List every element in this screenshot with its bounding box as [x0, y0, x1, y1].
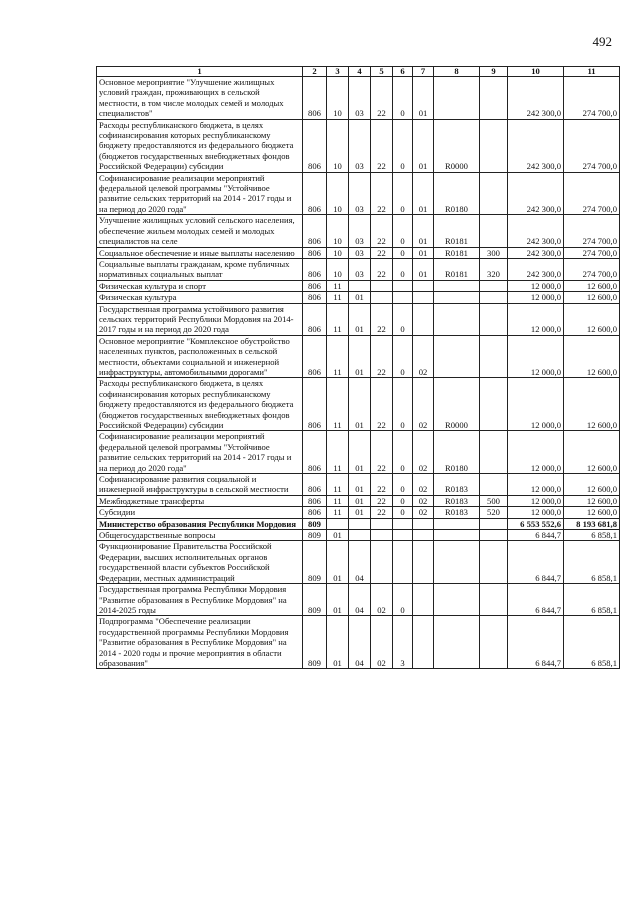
- row-cell-c8: [434, 541, 480, 584]
- column-header: 7: [413, 67, 434, 77]
- row-cell-c7: 01: [413, 172, 434, 215]
- row-cell-c3: 11: [327, 335, 349, 378]
- table-row: [97, 280, 620, 291]
- header-row: [97, 67, 620, 77]
- row-cell-c9: [480, 335, 508, 378]
- row-cell-c6: [393, 518, 413, 529]
- row-cell-c10: 12 000,0: [508, 507, 564, 518]
- row-cell-c7: 01: [413, 215, 434, 247]
- row-cell-c3: 10: [327, 77, 349, 120]
- row-cell-c5: [371, 541, 393, 584]
- row-cell-c11: 12 600,0: [564, 378, 620, 431]
- row-cell-c8: [434, 303, 480, 335]
- row-cell-c7: [413, 518, 434, 529]
- row-cell-c8: R0183: [434, 474, 480, 496]
- row-cell-c6: 0: [393, 335, 413, 378]
- row-cell-c3: 01: [327, 541, 349, 584]
- row-cell-c6: 0: [393, 303, 413, 335]
- row-cell-c6: 0: [393, 77, 413, 120]
- table-row: [97, 258, 620, 280]
- row-cell-c8: [434, 584, 480, 616]
- row-cell-c11: 8 193 681,8: [564, 518, 620, 529]
- table-row: [97, 584, 620, 616]
- row-cell-c8: R0000: [434, 378, 480, 431]
- table-row: [97, 431, 620, 474]
- row-cell-c4: 01: [349, 335, 371, 378]
- row-name-cell: Улучшение жилищных условий сельского населения, обеспечение жильем молодых семей и молодых специалистов на селе: [97, 215, 303, 247]
- budget-table: [96, 66, 620, 669]
- row-cell-c7: [413, 541, 434, 584]
- row-cell-c6: [393, 541, 413, 584]
- column-header: 8: [434, 67, 480, 77]
- row-cell-c10: 12 000,0: [508, 280, 564, 291]
- row-cell-c5: 22: [371, 431, 393, 474]
- row-cell-c5: [371, 530, 393, 541]
- row-cell-c2: 806: [303, 292, 327, 303]
- row-cell-c2: 806: [303, 474, 327, 496]
- row-cell-c8: R0183: [434, 507, 480, 518]
- row-cell-c4: [349, 280, 371, 291]
- row-cell-c6: 3: [393, 616, 413, 669]
- row-cell-c6: 0: [393, 495, 413, 506]
- row-cell-c3: 10: [327, 258, 349, 280]
- row-name-cell: Основное мероприятие "Комплексное обустройство населенных пунктов, расположенных в сельской местности, объектами социальной и инженерной инфраструктуры, автомобильными дорогами": [97, 335, 303, 378]
- table-row: [97, 247, 620, 258]
- row-cell-c8: [434, 77, 480, 120]
- table-row: [97, 77, 620, 120]
- row-cell-c4: 01: [349, 495, 371, 506]
- row-cell-c10: 12 000,0: [508, 335, 564, 378]
- row-cell-c3: [327, 518, 349, 529]
- column-header: 1: [97, 67, 303, 77]
- row-cell-c10: 12 000,0: [508, 495, 564, 506]
- row-cell-c9: [480, 616, 508, 669]
- row-cell-c8: [434, 530, 480, 541]
- row-cell-c10: 242 300,0: [508, 119, 564, 172]
- row-cell-c10: 6 553 552,6: [508, 518, 564, 529]
- row-cell-c9: [480, 303, 508, 335]
- row-cell-c5: 22: [371, 474, 393, 496]
- row-name-cell: Расходы республиканского бюджета, в целях софинансирования которых республиканскому бюджету предоставляются из федерального бюджета (бюджетов государственных внебюджетных фондов Российской Федерации) субсидии: [97, 119, 303, 172]
- row-cell-c3: 01: [327, 584, 349, 616]
- row-cell-c10: 6 844,7: [508, 530, 564, 541]
- row-cell-c8: [434, 335, 480, 378]
- table-row: [97, 507, 620, 518]
- row-cell-c5: [371, 518, 393, 529]
- row-cell-c5: 22: [371, 172, 393, 215]
- table-row: [97, 303, 620, 335]
- row-cell-c3: 11: [327, 507, 349, 518]
- row-cell-c10: 242 300,0: [508, 172, 564, 215]
- row-cell-c2: 806: [303, 215, 327, 247]
- row-cell-c7: 01: [413, 119, 434, 172]
- row-cell-c4: 04: [349, 584, 371, 616]
- row-cell-c11: 12 600,0: [564, 474, 620, 496]
- row-cell-c4: 03: [349, 247, 371, 258]
- row-cell-c8: [434, 616, 480, 669]
- row-cell-c2: 806: [303, 378, 327, 431]
- row-cell-c7: [413, 616, 434, 669]
- row-cell-c9: 300: [480, 247, 508, 258]
- row-cell-c2: 809: [303, 616, 327, 669]
- row-cell-c6: 0: [393, 119, 413, 172]
- column-header: 2: [303, 67, 327, 77]
- row-cell-c2: 806: [303, 247, 327, 258]
- table-row: [97, 172, 620, 215]
- row-name-cell: Физическая культура: [97, 292, 303, 303]
- row-cell-c3: 11: [327, 495, 349, 506]
- row-cell-c3: 11: [327, 431, 349, 474]
- column-header: 3: [327, 67, 349, 77]
- row-cell-c4: 04: [349, 616, 371, 669]
- row-cell-c10: 6 844,7: [508, 541, 564, 584]
- row-name-cell: Подпрограмма "Обеспечение реализации государственной программы Республики Мордовия "Развитие образования в Республике Мордовия" на 2014 - 2020 годы и прочие мероприятия в области образования": [97, 616, 303, 669]
- row-cell-c6: [393, 280, 413, 291]
- row-cell-c3: 11: [327, 292, 349, 303]
- table-row: [97, 616, 620, 669]
- row-cell-c5: [371, 280, 393, 291]
- row-cell-c6: 0: [393, 247, 413, 258]
- row-cell-c8: R0183: [434, 495, 480, 506]
- row-cell-c11: 12 600,0: [564, 280, 620, 291]
- row-cell-c6: 0: [393, 507, 413, 518]
- row-cell-c4: 03: [349, 258, 371, 280]
- row-cell-c7: 02: [413, 335, 434, 378]
- row-name-cell: Функционирование Правительства Российской Федерации, высших исполнительных органов государственной власти субъектов Российской Федерации, местных администраций: [97, 541, 303, 584]
- row-cell-c10: 6 844,7: [508, 616, 564, 669]
- row-cell-c9: [480, 584, 508, 616]
- table-row: [97, 119, 620, 172]
- row-cell-c9: [480, 77, 508, 120]
- column-header: 9: [480, 67, 508, 77]
- row-cell-c11: 6 858,1: [564, 616, 620, 669]
- page-number: 492: [592, 34, 612, 49]
- row-cell-c10: 12 000,0: [508, 378, 564, 431]
- row-cell-c2: 806: [303, 172, 327, 215]
- row-cell-c2: 806: [303, 77, 327, 120]
- row-cell-c9: 500: [480, 495, 508, 506]
- row-name-cell: Государственная программа Республики Мордовия "Развитие образования в Республике Мордовия" на 2014-2025 годы: [97, 584, 303, 616]
- table-row: [97, 474, 620, 496]
- row-cell-c2: 809: [303, 584, 327, 616]
- row-cell-c2: 806: [303, 303, 327, 335]
- row-cell-c7: 01: [413, 247, 434, 258]
- row-cell-c6: 0: [393, 215, 413, 247]
- row-cell-c9: [480, 119, 508, 172]
- row-cell-c4: 03: [349, 172, 371, 215]
- row-cell-c2: 809: [303, 541, 327, 584]
- row-cell-c10: 242 300,0: [508, 215, 564, 247]
- row-cell-c5: 22: [371, 119, 393, 172]
- row-name-cell: Расходы республиканского бюджета, в целях софинансирования которых республиканскому бюджету предоставляются из федерального бюджета (бюджетов государственных внебюджетных фондов Российской Федерации) субсидии: [97, 378, 303, 431]
- row-name-cell: Социальные выплаты гражданам, кроме публичных нормативных социальных выплат: [97, 258, 303, 280]
- row-cell-c5: 22: [371, 215, 393, 247]
- row-name-cell: Социальное обеспечение и иные выплаты населению: [97, 247, 303, 258]
- table-row: [97, 518, 620, 529]
- table-row: [97, 495, 620, 506]
- row-cell-c9: [480, 378, 508, 431]
- row-cell-c3: 10: [327, 119, 349, 172]
- row-cell-c7: 02: [413, 495, 434, 506]
- column-header: 5: [371, 67, 393, 77]
- row-cell-c9: [480, 292, 508, 303]
- row-cell-c9: [480, 474, 508, 496]
- row-cell-c5: 02: [371, 584, 393, 616]
- row-cell-c9: [480, 518, 508, 529]
- row-cell-c9: [480, 541, 508, 584]
- row-name-cell: Физическая культура и спорт: [97, 280, 303, 291]
- row-cell-c5: 22: [371, 247, 393, 258]
- row-cell-c5: 22: [371, 335, 393, 378]
- row-cell-c4: 01: [349, 431, 371, 474]
- row-cell-c5: 22: [371, 303, 393, 335]
- row-cell-c7: 01: [413, 258, 434, 280]
- row-cell-c7: [413, 292, 434, 303]
- row-cell-c7: 02: [413, 474, 434, 496]
- table-row: [97, 541, 620, 584]
- row-cell-c11: 12 600,0: [564, 507, 620, 518]
- row-name-cell: Министерство образования Республики Мордовия: [97, 518, 303, 529]
- row-cell-c2: 806: [303, 495, 327, 506]
- row-cell-c3: 11: [327, 303, 349, 335]
- row-cell-c8: R0000: [434, 119, 480, 172]
- row-cell-c4: 03: [349, 77, 371, 120]
- row-cell-c2: 806: [303, 507, 327, 518]
- row-cell-c11: 12 600,0: [564, 495, 620, 506]
- row-name-cell: Софинансирование развития социальной и инженерной инфраструктуры в сельской местности: [97, 474, 303, 496]
- row-cell-c6: 0: [393, 584, 413, 616]
- row-cell-c5: 02: [371, 616, 393, 669]
- row-cell-c8: R0181: [434, 247, 480, 258]
- row-cell-c6: 0: [393, 258, 413, 280]
- column-header: 6: [393, 67, 413, 77]
- row-cell-c9: 320: [480, 258, 508, 280]
- row-cell-c9: [480, 431, 508, 474]
- row-cell-c8: R0181: [434, 215, 480, 247]
- row-name-cell: Межбюджетные трансферты: [97, 495, 303, 506]
- row-cell-c10: 12 000,0: [508, 431, 564, 474]
- row-cell-c5: 22: [371, 258, 393, 280]
- row-cell-c9: [480, 280, 508, 291]
- row-cell-c4: 01: [349, 292, 371, 303]
- row-cell-c3: 10: [327, 172, 349, 215]
- row-cell-c10: 242 300,0: [508, 77, 564, 120]
- row-cell-c11: 12 600,0: [564, 303, 620, 335]
- row-name-cell: Софинансирование реализации мероприятий федеральной целевой программы "Устойчивое развитие сельских территорий на 2014 - 2017 годы и на период до 2020 года": [97, 172, 303, 215]
- row-cell-c3: 10: [327, 215, 349, 247]
- row-cell-c2: 806: [303, 119, 327, 172]
- row-cell-c4: 03: [349, 119, 371, 172]
- row-cell-c4: 01: [349, 474, 371, 496]
- row-cell-c8: R0181: [434, 258, 480, 280]
- row-cell-c6: [393, 292, 413, 303]
- row-cell-c4: 01: [349, 303, 371, 335]
- row-cell-c7: [413, 303, 434, 335]
- row-cell-c4: [349, 518, 371, 529]
- row-cell-c11: 274 700,0: [564, 119, 620, 172]
- row-cell-c7: [413, 280, 434, 291]
- row-name-cell: Софинансирование реализации мероприятий федеральной целевой программы "Устойчивое развитие сельских территорий на 2014 - 2017 годы и на период до 2020 года": [97, 431, 303, 474]
- row-cell-c3: 01: [327, 530, 349, 541]
- row-cell-c4: 01: [349, 507, 371, 518]
- table-row: [97, 215, 620, 247]
- row-cell-c6: 0: [393, 474, 413, 496]
- row-cell-c10: 12 000,0: [508, 292, 564, 303]
- row-cell-c5: 22: [371, 495, 393, 506]
- row-cell-c3: 11: [327, 378, 349, 431]
- row-cell-c2: 806: [303, 258, 327, 280]
- row-cell-c7: 01: [413, 77, 434, 120]
- row-cell-c9: [480, 172, 508, 215]
- row-cell-c9: [480, 215, 508, 247]
- column-header: 10: [508, 67, 564, 77]
- row-cell-c11: 274 700,0: [564, 258, 620, 280]
- table-row: [97, 335, 620, 378]
- row-cell-c11: 12 600,0: [564, 431, 620, 474]
- row-cell-c8: [434, 292, 480, 303]
- row-cell-c4: 04: [349, 541, 371, 584]
- row-name-cell: Субсидии: [97, 507, 303, 518]
- row-name-cell: Государственная программа устойчивого развития сельских территорий Республики Мордовия на 2014-2017 годы и на период до 2020 года: [97, 303, 303, 335]
- row-cell-c11: 274 700,0: [564, 77, 620, 120]
- table-row: [97, 530, 620, 541]
- row-cell-c3: 11: [327, 474, 349, 496]
- row-cell-c5: [371, 292, 393, 303]
- row-cell-c8: [434, 280, 480, 291]
- row-cell-c11: 12 600,0: [564, 335, 620, 378]
- row-cell-c7: 02: [413, 378, 434, 431]
- row-cell-c6: [393, 530, 413, 541]
- row-cell-c10: 12 000,0: [508, 303, 564, 335]
- row-cell-c2: 809: [303, 518, 327, 529]
- row-cell-c9: [480, 530, 508, 541]
- row-cell-c6: 0: [393, 172, 413, 215]
- row-cell-c2: 806: [303, 280, 327, 291]
- row-cell-c2: 809: [303, 530, 327, 541]
- row-cell-c10: 242 300,0: [508, 247, 564, 258]
- table-row: [97, 378, 620, 431]
- row-cell-c4: 01: [349, 378, 371, 431]
- row-cell-c11: 274 700,0: [564, 247, 620, 258]
- row-cell-c11: 6 858,1: [564, 530, 620, 541]
- table-row: [97, 292, 620, 303]
- column-header: 4: [349, 67, 371, 77]
- row-cell-c7: [413, 584, 434, 616]
- row-cell-c2: 806: [303, 335, 327, 378]
- row-cell-c11: 274 700,0: [564, 172, 620, 215]
- row-cell-c5: 22: [371, 77, 393, 120]
- row-cell-c11: 6 858,1: [564, 584, 620, 616]
- row-cell-c4: 03: [349, 215, 371, 247]
- row-cell-c10: 242 300,0: [508, 258, 564, 280]
- row-cell-c3: 10: [327, 247, 349, 258]
- row-name-cell: Основное мероприятие "Улучшение жилищных условий граждан, проживающих в сельской местности, в том числе молодых семей и молодых специалистов": [97, 77, 303, 120]
- row-cell-c4: [349, 530, 371, 541]
- row-cell-c7: 02: [413, 431, 434, 474]
- row-cell-c10: 12 000,0: [508, 474, 564, 496]
- row-cell-c5: 22: [371, 507, 393, 518]
- row-cell-c6: 0: [393, 378, 413, 431]
- row-cell-c3: 11: [327, 280, 349, 291]
- row-cell-c10: 6 844,7: [508, 584, 564, 616]
- column-header: 11: [564, 67, 620, 77]
- row-cell-c5: 22: [371, 378, 393, 431]
- row-cell-c11: 6 858,1: [564, 541, 620, 584]
- row-cell-c8: R0180: [434, 431, 480, 474]
- row-cell-c8: [434, 518, 480, 529]
- row-cell-c9: 520: [480, 507, 508, 518]
- row-cell-c11: 12 600,0: [564, 292, 620, 303]
- row-cell-c8: R0180: [434, 172, 480, 215]
- row-cell-c7: [413, 530, 434, 541]
- row-name-cell: Общегосударственные вопросы: [97, 530, 303, 541]
- row-cell-c7: 02: [413, 507, 434, 518]
- row-cell-c3: 01: [327, 616, 349, 669]
- row-cell-c11: 274 700,0: [564, 215, 620, 247]
- row-cell-c2: 806: [303, 431, 327, 474]
- row-cell-c6: 0: [393, 431, 413, 474]
